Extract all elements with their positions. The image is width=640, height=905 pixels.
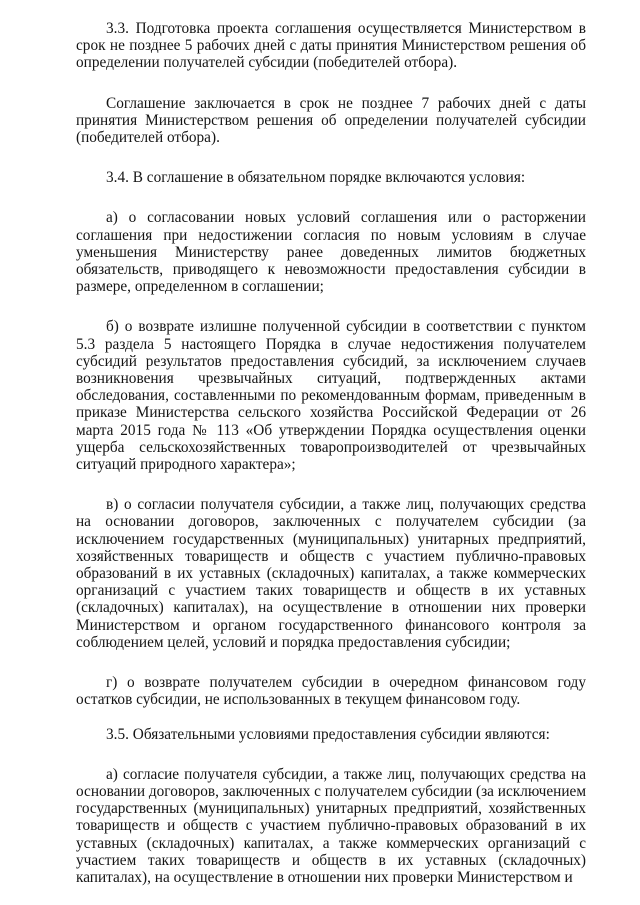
document-page	[76, 20, 586, 886]
paragraph-3-4-v: в) о согласии получателя субсидии, а также лиц, получающих средства на основании договоров, заключенных с получателем субсидии (за исключением государственных (муниципальных) унитарных предприятий, хозяйственных товариществ и обществ с участием публично-правовых образований в их уставных (складочных) капиталах, а также коммерческих организаций с участием таких товариществ и обществ в их уставных (складочных) капиталах), на осуществление в отношении них проверки Министерством и органом государственного финансового контроля за соблюдением целей, условий и порядка предоставления субсидии;	[76, 496, 586, 651]
paragraph-agreement-term: Соглашение заключается в срок не позднее 7 рабочих дней с даты принятия Министерством решения об определении получателей субсидии (победителей отбора).	[76, 94, 586, 147]
paragraph-3-5-a: а) согласие получателя субсидии, а также лиц, получающих средства на основании договоров, заключенных с получателем субсидии (за исключением государственных (муниципальных) унитарных предприятий, хозяйственных товариществ и обществ с участием публично-правовых образований в их уставных (складочных) капиталах, а также коммерческих организаций с участием таких товариществ и обществ в их уставных (складочных) капиталах), на осуществление в отношении них проверки Министерством и	[76, 765, 586, 886]
paragraph-3-4-a: а) о согласовании новых условий соглашения или о расторжении соглашения при недостижении согласия по новым условиям в случае уменьшения Министерству ранее доведенных лимитов бюджетных обязательств, приводящего к невозможности предоставления субсидии в размере, определенном в соглашении;	[76, 209, 586, 296]
paragraph-3-4: 3.4. В соглашение в обязательном порядке включаются условия:	[106, 169, 526, 187]
paragraph-3-4-g: г) о возврате получателем субсидии в очередном финансовом году остатков субсидии, не использованных в текущем финансовом году.	[76, 674, 586, 709]
paragraph-3-4-b: б) о возврате излишне полученной субсидии в соответствии с пунктом 5.3 раздела 5 настоящего Порядка в случае недостижения получателем субсидий результатов предоставления субсидий, за исключением случаев возникновения чрезвычайных ситуаций, подтвержденных актами обследования, составленными по рекомендованным формам, приведенным в приказе Министерства сельского хозяйства Российской Федерации от 26 марта 2015 года № 113 «Об утверждении Порядка осуществления оценки ущерба сельскохозяйственных товаропроизводителей от чрезвычайных ситуаций природного характера»;	[76, 318, 586, 474]
paragraph-3-5: 3.5. Обязательными условиями предоставления субсидии являются:	[106, 725, 550, 743]
paragraph-3-3: 3.3. Подготовка проекта соглашения осуществляется Министерством в срок не позднее 5 рабочих дней с даты принятия Министерством решения об определении получателей субсидии (победителей отбора).	[76, 20, 586, 72]
